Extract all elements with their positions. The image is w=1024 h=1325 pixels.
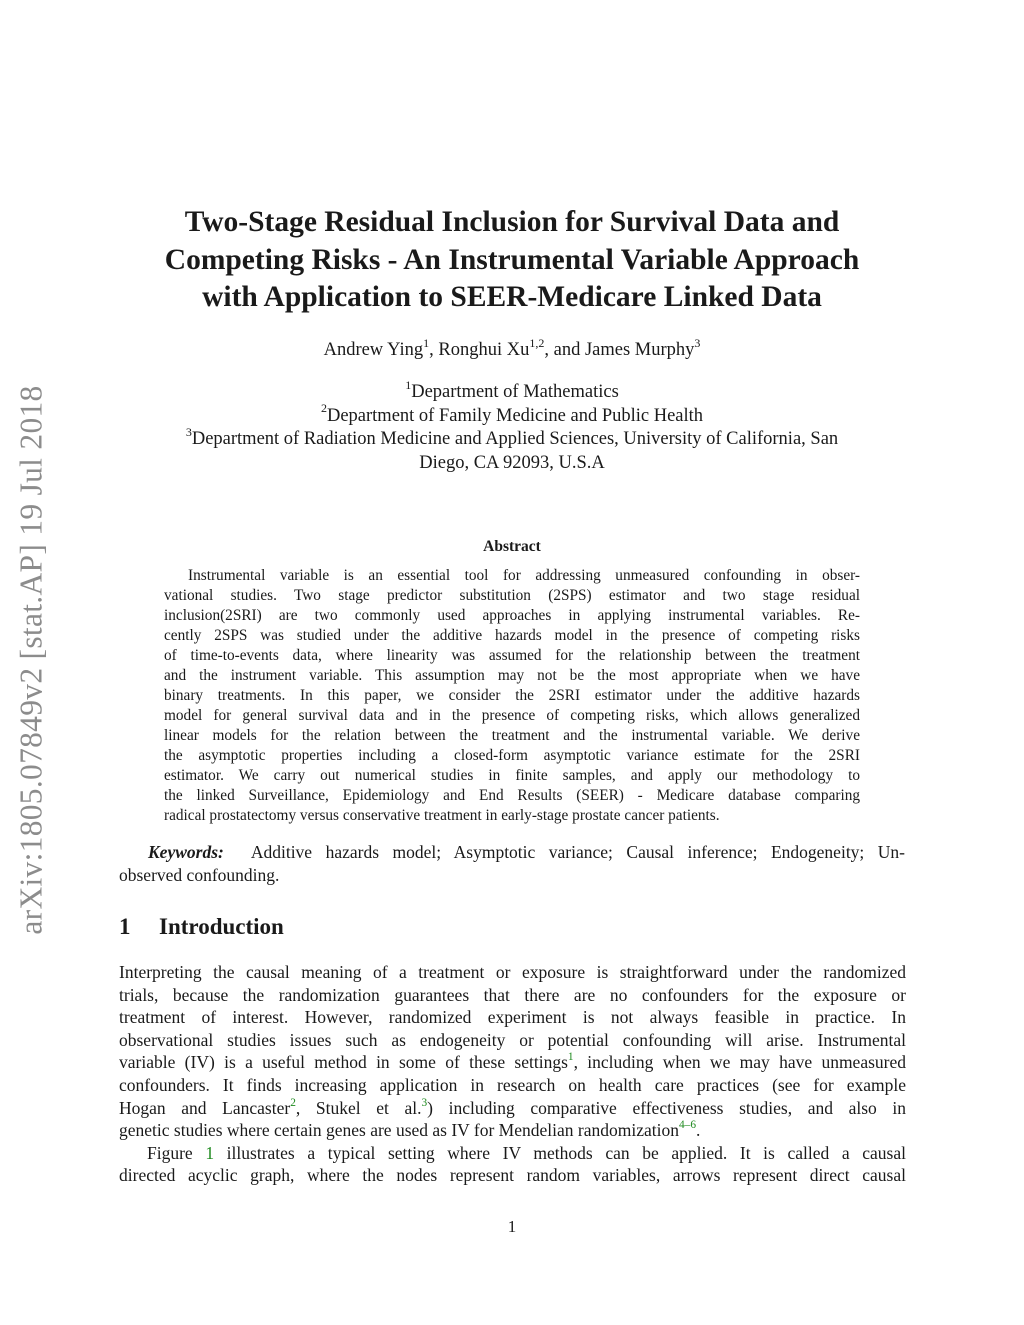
affiliation-line (80, 424, 944, 452)
affiliation-line (80, 401, 944, 429)
abstract-line: binary treatments. In this paper, we consider the 2SRI estimator under the additive hazards (164, 687, 860, 704)
title-line: with Application to SEER-Medicare Linked Data (202, 281, 822, 313)
body-text-span: , Stukel et al. (295, 1097, 422, 1118)
title-line: Competing Risks - An Instrumental Variable Approach (164, 243, 860, 276)
section-number: 1 (119, 914, 131, 939)
affiliation-text: Department of Mathematics (411, 382, 619, 402)
author-name: Andrew Ying (323, 340, 424, 360)
affiliation-text: Department of Family Medicine and Public Health (326, 405, 704, 426)
body-text-span: , including when we may have unmeasured (573, 1052, 906, 1073)
author-separator: , and (544, 340, 585, 360)
affiliation-marker: 2 (320, 401, 327, 416)
abstract-line: of time-to-events data, where linearity was assumed for the relationship between the treatment (164, 647, 860, 664)
body-line (119, 1097, 906, 1120)
body-text-span: genetic studies where certain genes are used as IV for Mendelian randomization (119, 1120, 679, 1141)
body-line (119, 1119, 906, 1142)
figure-reference-link[interactable]: 1 (205, 1142, 215, 1163)
section-heading (119, 914, 284, 940)
body-line: observational studies issues such as endogeneity or potential confounding will arise. Instrumental (119, 1029, 906, 1050)
keywords-text: Additive hazards model; Asymptotic variance; Causal inference; Endogeneity; Un- (250, 842, 905, 862)
title-line: Two-Stage Residual Inclusion for Survival Data and (184, 206, 840, 238)
keywords (119, 841, 905, 887)
body-text-span: Hogan and Lancaster (119, 1097, 291, 1118)
abstract-line: and the instrument variable. This assumption may not be the most appropriate when we have (164, 667, 860, 684)
abstract-line: cently 2SPS was studied under the additive hazards model in the presence of competing risks (164, 627, 860, 644)
body-text-span: Figure (147, 1142, 206, 1163)
affiliation-text: Diego, CA 92093, U.S.A (419, 452, 605, 473)
keywords-line (119, 841, 905, 864)
body-text-span: . (696, 1120, 701, 1141)
affiliation-marker: 1 (405, 377, 412, 392)
body-text-span: variable (IV) is a useful method in some of these settings (119, 1052, 568, 1073)
body-line: trials, because the randomization guarantees that there are no confounders for the exposure or (119, 984, 906, 1005)
abstract-line: radical prostatectomy versus conservative treatment in early-stage prostate cancer patients. (164, 807, 720, 824)
abstract-line: Instrumental variable is an essential tool for addressing unmeasured confounding in obser- (188, 567, 860, 584)
abstract-line: model for general survival data and in the presence of competing risks, which allows generalized (164, 707, 860, 724)
affiliation-text: Department of Radiation Medicine and Applied Sciences, University of California, San (191, 429, 839, 449)
author-affiliation-marker: 1,2 (529, 335, 545, 350)
keywords-label: Keywords: (148, 842, 224, 862)
arxiv-identifier-stamp (2, 365, 62, 955)
citation-link[interactable]: 3 (421, 1096, 428, 1109)
body-line: directed acyclic graph, where the nodes represent random variables, arrows represent direct causal (119, 1165, 906, 1186)
abstract-line: inclusion(2SRI) are two commonly used approaches in applying instrumental variables. Re- (164, 607, 860, 624)
abstract-line: linear models for the relation between the treatment and the instrumental variable. We derive (164, 727, 860, 744)
affiliation-line (80, 452, 944, 476)
author-separator: , (429, 340, 439, 360)
abstract-line: the linked Surveillance, Epidemiology and End Results (SEER) - Medicare database comparing (164, 787, 860, 804)
keywords-line: observed confounding. (119, 865, 280, 885)
citation-link[interactable]: 2 (290, 1096, 296, 1109)
page-number: 1 (507, 1217, 517, 1236)
citation-link[interactable]: 1 (567, 1051, 574, 1064)
author-name: James Murphy (584, 340, 695, 360)
abstract-line: the asymptotic properties including a closed-form asymptotic variance estimate for the 2SRI (164, 747, 860, 764)
arxiv-identifier-text: arXiv:1805.07849v2 [stat.AP] 19 Jul 2018 (14, 385, 50, 935)
abstract-heading: Abstract (483, 538, 541, 555)
abstract-line: vational studies. Two stage predictor substitution (2SPS) estimator and two stage residual (164, 587, 860, 604)
body-line (119, 1051, 906, 1074)
paper-title (100, 204, 924, 317)
affiliation-marker: 3 (185, 424, 192, 439)
body-line: treatment of interest. However, randomized experiment is not always feasible in practice. In (119, 1007, 906, 1028)
author-affiliation-marker: 3 (694, 335, 701, 350)
author-list (100, 335, 924, 361)
citation-link[interactable]: 4–6 (678, 1119, 696, 1132)
section-title: Introduction (159, 914, 284, 939)
body-line: confounders. It finds increasing application in research on health care practices (see for example (119, 1074, 906, 1095)
author-name: Ronghui Xu (438, 340, 530, 360)
abstract-line: estimator. We carry out numerical studies in finite samples, and apply our methodology to (164, 767, 860, 784)
body-line (119, 1142, 906, 1165)
body-text-span: illustrates a typical setting where IV methods can be applied. It is called a causal (214, 1142, 906, 1163)
affiliations (80, 377, 944, 475)
abstract-body (164, 566, 860, 826)
affiliation-line (80, 377, 944, 405)
body-line: Interpreting the causal meaning of a treatment or exposure is straightforward under the randomized (119, 962, 906, 982)
author-affiliation-marker: 1 (423, 335, 430, 350)
body-text-span: ) including comparative effectiveness studies, and also in (427, 1097, 906, 1118)
introduction-body (119, 961, 906, 1187)
